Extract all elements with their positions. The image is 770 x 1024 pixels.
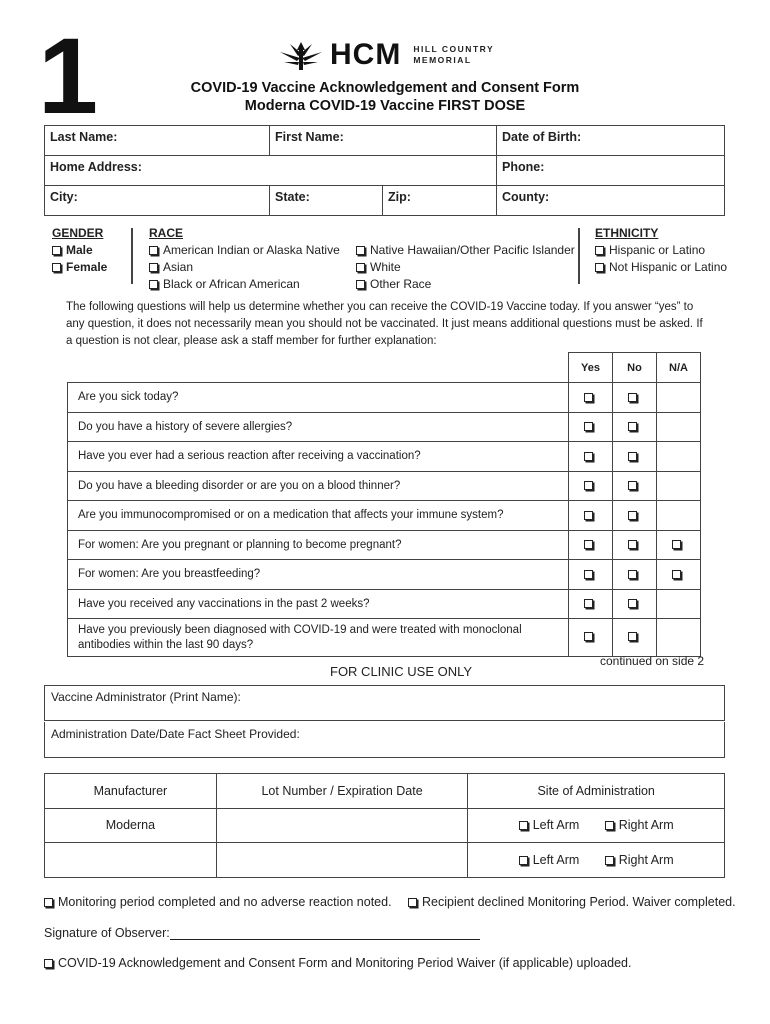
col-no: No [613,353,657,383]
no-checkbox[interactable] [628,632,637,641]
lot-number-field[interactable] [216,843,468,878]
na-checkbox[interactable] [672,570,681,579]
header-blank [68,353,569,383]
question-row [68,412,701,442]
yes-checkbox[interactable] [584,422,593,431]
checkbox-icon[interactable] [519,821,528,830]
race-option[interactable]: Native Hawaiian/Other Pacific Islander [356,242,575,259]
race-heading: RACE [149,226,184,240]
question-row [68,442,701,472]
no-checkbox[interactable] [628,481,637,490]
checkbox-icon[interactable] [149,263,158,272]
no-checkbox[interactable] [628,599,637,608]
left-arm-option[interactable]: Left Arm [519,853,580,867]
col-na: N/A [657,353,701,383]
divider [578,228,580,284]
county-field[interactable]: County: [497,186,725,216]
checkbox-icon[interactable] [595,246,604,255]
signature-line[interactable] [170,928,480,940]
monitoring-completed-option[interactable]: Monitoring period completed and no adverse reaction noted. [44,895,392,909]
continued-note: continued on side 2 [600,654,705,668]
checkbox-icon[interactable] [356,263,365,272]
vaccine-administrator-field[interactable]: Vaccine Administrator (Print Name): [44,685,725,721]
hcm-logo [278,38,494,72]
no-checkbox[interactable] [628,452,637,461]
form-subtitle: Moderna COVID-19 Vaccine FIRST DOSE [244,98,526,114]
race-option[interactable]: American Indian or Alaska Native [149,242,340,259]
patient-info-table [44,125,725,216]
manufacturer-header: Manufacturer [45,774,217,809]
checkbox-icon[interactable] [356,246,365,255]
question-text: For women: Are you pregnant or planning to become pregnant? [68,530,569,560]
first-name-field[interactable]: First Name: [270,126,497,156]
ethnicity-section [595,225,727,276]
intro-text: The following questions will help us determine whether you can receive the COVID-19 Vaccine today. If you answer “yes” to any question, it does not necessarily mean you should not be vaccinated. It just means additional questions must be asked. If a question is not clear, please ask a staff member for further explanation: [66,301,703,347]
race-section [149,225,340,293]
checkbox-icon[interactable] [408,898,417,907]
yes-checkbox[interactable] [584,632,593,641]
logo-subtitle: HILL COUNTRY MEMORIAL [413,44,495,65]
gender-section [52,225,107,276]
monitoring-declined-option[interactable]: Recipient declined Monitoring Period. Waiver completed. [408,895,736,909]
col-yes: Yes [569,353,613,383]
vaccine-details-table [44,773,725,878]
race-option[interactable]: White [356,259,575,276]
no-checkbox[interactable] [628,393,637,402]
question-text: Are you sick today? [68,383,569,413]
no-checkbox[interactable] [628,540,637,549]
observer-signature: Signature of Observer: [44,926,480,940]
site-header: Site of Administration [468,774,725,809]
left-arm-option[interactable]: Left Arm [519,818,580,832]
divider [131,228,133,284]
question-text: Have you ever had a serious reaction after receiving a vaccination? [68,442,569,472]
na-checkbox[interactable] [672,540,681,549]
question-text: Have you previously been diagnosed with COVID-19 and were treated with monoclonal antibodies within the last 90 days? [68,619,569,657]
gender-heading: GENDER [52,226,104,240]
dob-field[interactable]: Date of Birth: [497,126,725,156]
city-field[interactable]: City: [45,186,270,216]
checkbox-icon[interactable] [44,959,53,968]
ethnicity-option[interactable]: Not Hispanic or Latino [595,259,727,276]
yes-checkbox[interactable] [584,452,593,461]
yes-checkbox[interactable] [584,393,593,402]
state-field[interactable]: State: [270,186,383,216]
form-title: COVID-19 Vaccine Acknowledgement and Consent Form [190,80,580,96]
yes-checkbox[interactable] [584,511,593,520]
question-row [68,530,701,560]
last-name-field[interactable]: Last Name: [45,126,270,156]
uploaded-option[interactable]: COVID-19 Acknowledgement and Consent Form and Monitoring Period Waiver (if applicable) uploaded. [44,956,631,970]
administration-date-field[interactable]: Administration Date/Date Fact Sheet Provided: [44,722,725,758]
checkbox-icon[interactable] [595,263,604,272]
tree-logo-icon [278,40,324,70]
no-checkbox[interactable] [628,422,637,431]
lot-number-field[interactable] [216,808,468,843]
question-row [68,501,701,531]
manufacturer-value: Moderna [45,808,217,843]
checkbox-icon[interactable] [149,246,158,255]
yes-checkbox[interactable] [584,540,593,549]
question-row [68,471,701,501]
logo-text: HCM [330,38,402,71]
right-arm-option[interactable]: Right Arm [605,818,674,832]
checkbox-icon[interactable] [52,263,61,272]
checkbox-icon[interactable] [605,821,614,830]
yes-checkbox[interactable] [584,570,593,579]
question-row [68,619,701,657]
checkbox-icon[interactable] [52,246,61,255]
right-arm-option[interactable]: Right Arm [605,853,674,867]
question-text: Are you immunocompromised or on a medication that affects your immune system? [68,501,569,531]
yes-checkbox[interactable] [584,481,593,490]
question-text: Do you have a bleeding disorder or are you on a blood thinner? [68,471,569,501]
manufacturer-field[interactable] [45,843,217,878]
site-options [468,843,725,878]
race-option[interactable]: Other Race [356,276,575,293]
race-option[interactable]: Black or African American [149,276,340,293]
checkbox-icon[interactable] [44,898,53,907]
question-text: Have you received any vaccinations in the past 2 weeks? [68,589,569,619]
ethnicity-heading: ETHNICITY [595,226,659,240]
screening-questions-table [67,352,701,657]
no-checkbox[interactable] [628,511,637,520]
checkbox-icon[interactable] [519,856,528,865]
checkbox-icon[interactable] [149,280,158,289]
question-row [68,589,701,619]
checkbox-icon[interactable] [605,856,614,865]
ethnicity-option[interactable]: Hispanic or Latino [595,242,727,259]
checkbox-icon[interactable] [356,280,365,289]
question-row [68,560,701,590]
question-text: Do you have a history of severe allergies? [68,412,569,442]
gender-option-female[interactable]: Female [52,259,107,276]
race-section-2 [356,242,575,293]
yes-checkbox[interactable] [584,599,593,608]
site-options [468,808,725,843]
race-option[interactable]: Asian [149,259,340,276]
gender-option-male[interactable]: Male [52,242,107,259]
question-row [68,383,701,413]
home-address-field[interactable]: Home Address: [45,156,497,186]
phone-field[interactable]: Phone: [497,156,725,186]
zip-field[interactable]: Zip: [383,186,497,216]
dose-number: 1 [38,15,97,136]
question-text: For women: Are you breastfeeding? [68,560,569,590]
lot-number-header: Lot Number / Expiration Date [216,774,468,809]
clinic-use-heading: FOR CLINIC USE ONLY [330,664,473,679]
no-checkbox[interactable] [628,570,637,579]
